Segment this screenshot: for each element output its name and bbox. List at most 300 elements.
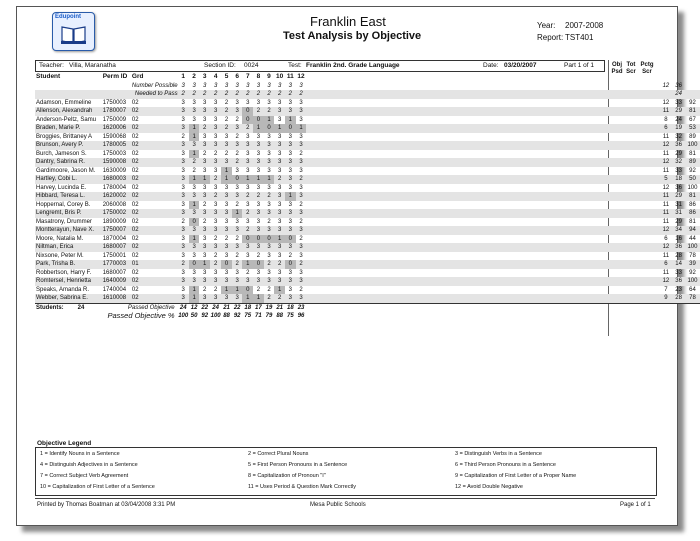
needed-to-pass-value: 2 [199,90,210,99]
objective-score: 3 [178,192,189,201]
student-name: Broggies, Brittaney A [36,133,93,140]
objective-score: 2 [242,124,253,133]
objective-header: 9 [267,73,271,81]
legend-item: 10 = Capitalization of First Letter of a Sentence [40,484,155,490]
student-name: Park, Trisha B. [35,260,102,269]
objective-score: 2 [246,269,250,276]
objective-score: 3 [203,269,207,276]
obj-passed: 11 [662,252,670,259]
objective-score: 3 [235,269,239,276]
pct-score: 86 [689,201,696,208]
student-row [35,167,700,176]
objective-score: 3 [274,158,285,167]
student-row [35,192,700,201]
student-name: Speaks, Amanda R. [36,286,90,293]
printed-by: Printed by Thomas Boatman at 03/04/2008 3:31 PM [37,502,176,508]
legend-item: 2 = Correct Plural Nouns [248,451,309,457]
objective-header: 2 [192,73,196,81]
objective-score: 3 [224,201,229,208]
student-name: Brunson, Avery P. [35,141,102,150]
obj-passed: 11 [660,107,673,116]
obj-psd-header: Obj Psd [611,62,623,75]
test-label: Test: [288,62,302,69]
objective-score: 3 [199,192,210,201]
objective-score: 2 [299,150,303,157]
perm-id: 1750002 [102,209,131,218]
student-row [35,99,700,108]
total-score: 16 [675,235,682,242]
objective-score: 3 [264,141,275,150]
objective-score: 2 [242,192,253,201]
objective-score: 3 [192,116,196,123]
pct-score: 100 [685,243,700,252]
student-row [35,218,700,227]
objective-score: 0 [232,175,243,184]
students-label [35,303,102,312]
perm-id: 1780004 [102,184,127,191]
empty [660,312,673,321]
obj-passed: 11 [662,133,670,140]
needed-to-pass-value: 2 [242,90,253,99]
perm-id-header: Perm ID [102,73,128,81]
passed-count: 21 [276,304,283,311]
objective-score: 3 [232,294,243,303]
spacer [306,294,659,303]
total-score: 29 [675,150,682,157]
spacer [306,99,659,108]
objective-score: 3 [246,150,250,157]
objective-score: 3 [296,141,307,150]
objective-score: 3 [203,167,207,174]
pct-score: 92 [689,167,696,174]
passed-count: 21 [223,304,230,311]
objective-score: 3 [213,201,218,208]
objective-score: 3 [189,141,200,150]
objective-score: 1 [285,116,296,125]
number-possible-value: 3 [246,82,250,89]
objective-score: 1 [189,150,200,159]
perm-id: 1620006 [102,124,131,133]
edupoint-logo [52,12,95,51]
student-header: Student [36,73,61,81]
student-name: Niltman, Erica [35,243,102,252]
passed-pct: 92 [233,313,241,320]
number-possible-tot: 36 [675,82,682,89]
perm-id: 1770003 [102,260,131,269]
objective-score: 1 [221,175,232,184]
objective-score: 3 [178,107,189,116]
passed-objective-pct-row [35,312,700,321]
objective-score: 2 [296,175,307,184]
grade: 02 [131,192,178,201]
legend-item: 11 = Uses Period & Question Mark Correctly [248,484,356,490]
student-row [35,252,700,261]
total-score: 29 [672,107,685,116]
needed-to-pass-value: 2 [274,90,285,99]
objective-score: 3 [224,252,229,259]
grade: 02 [131,201,139,208]
empty [660,73,673,82]
objective-score: 3 [246,167,250,174]
obj-passed: 6 [660,260,673,269]
objective-score: 3 [253,209,264,218]
number-possible-value: 3 [235,82,239,89]
perm-id: 2060008 [102,201,127,208]
objective-score: 3 [296,192,307,201]
objective-score: 2 [274,294,285,303]
objective-score: 2 [181,133,185,140]
objective-score: 3 [267,133,271,140]
student-name: Dantry, Sabrina R. [35,158,102,167]
pct-score: 89 [685,158,700,167]
number-possible-value: 3 [213,82,218,89]
pct-score: 53 [685,124,700,133]
objective-score: 3 [246,99,250,106]
objective-score: 1 [253,124,264,133]
objective-score: 3 [264,209,275,218]
pct-score: 92 [689,269,696,276]
objective-score: 0 [221,260,232,269]
objective-score: 3 [285,175,296,184]
objective-score: 0 [253,116,264,125]
objective-score: 3 [299,116,303,123]
obj-passed: 11 [660,209,673,218]
objective-score: 3 [264,226,275,235]
total-score: 33 [675,167,682,174]
objective-score: 3 [213,184,218,191]
objective-score: 1 [242,175,253,184]
part-value: Part 1 of 1 [564,62,594,69]
spacer [306,235,659,244]
objective-score: 3 [277,133,282,140]
objective-score: 3 [296,277,307,286]
empty [672,73,685,82]
obj-passed: 6 [660,124,673,133]
grade-header: Grd [131,73,144,81]
passed-pct: 75 [287,313,294,320]
objective-score: 3 [299,133,303,140]
perm-id: 1740004 [102,286,127,293]
objective-score: 3 [277,252,282,259]
objective-score: 3 [189,192,200,201]
student-row [35,133,700,142]
grade: 02 [131,269,139,276]
needed-to-pass-value: 2 [264,90,275,99]
perm-id: 1590008 [102,158,131,167]
objective-score: 3 [288,167,293,174]
student-row [35,124,700,133]
pct-score: 94 [685,226,700,235]
objective-score: 2 [224,116,229,123]
objective-score: 3 [246,133,250,140]
objective-score: 2 [296,260,307,269]
objective-score: 3 [232,124,243,133]
grade: 01 [131,260,178,269]
objective-score: 2 [210,192,221,201]
objective-score: 3 [264,243,275,252]
objective-score: 2 [224,235,229,242]
objective-score: 2 [213,235,218,242]
student-row [35,116,700,125]
student-name: Hartley, Cobi L. [35,175,102,184]
student-name: Gardimoore, Jason M. [36,167,96,174]
student-name: Hoppernal, Corey B. [36,201,91,208]
objective-score: 3 [178,141,189,150]
obj-passed: 12 [660,226,673,235]
objective-score: 3 [181,269,185,276]
student-name: Hibbard, Teresa L. [35,192,102,201]
passed-pct: 88 [223,313,230,320]
objective-score: 3 [189,277,200,286]
objective-score: 3 [203,252,207,259]
passed-count: 19 [265,304,273,311]
page-number: Page 1 of 1 [620,502,651,508]
total-score: 29 [672,192,685,201]
objective-score: 3 [213,269,218,276]
objective-score: 0 [285,124,296,133]
objective-score: 3 [178,277,189,286]
objective-score: 3 [203,184,207,191]
grade: 02 [131,226,178,235]
objective-score: 3 [232,243,243,252]
objective-score: 1 [232,286,243,295]
total-score: 14 [672,260,685,269]
objective-score: 3 [199,141,210,150]
objective-score: 3 [213,218,218,225]
student-row [35,260,700,269]
objective-score: 3 [285,226,296,235]
number-possible-value: 3 [224,82,229,89]
total-score: 36 [672,243,685,252]
objective-score: 3 [232,107,243,116]
objective-score: 2 [256,286,261,293]
spacer [306,218,659,227]
objective-score: 3 [299,252,303,259]
number-possible-value: 3 [181,82,185,89]
perm-id: 1630009 [102,167,127,174]
pct-score: 78 [685,294,700,303]
student-name: Allenson, Alexandrah [35,107,102,116]
objective-score: 3 [189,209,200,218]
objective-score: 3 [267,252,271,259]
legend-item: 3 = Distinguish Verbs in a Sentence [455,451,542,457]
objective-score: 3 [242,243,253,252]
objective-score: 1 [274,286,285,295]
empty [685,90,700,99]
objective-score: 3 [189,226,200,235]
legend-item: 8 = Capitalization of Pronoun "I" [248,473,326,479]
spacer [306,312,659,321]
objective-score: 3 [213,167,218,174]
passed-count: 22 [233,304,241,311]
objective-score: 2 [221,107,232,116]
objective-score: 3 [224,184,229,191]
objective-score: 2 [274,260,285,269]
objective-score: 2 [264,294,275,303]
pct-score: 50 [685,175,700,184]
legend-item: 4 = Distinguish Adjectives in a Sentence [40,462,138,468]
number-possible-value: 3 [288,82,293,89]
objective-score: 3 [199,158,210,167]
objective-score: 3 [256,269,261,276]
objective-score: 3 [221,226,232,235]
student-row [35,141,700,150]
objective-score: 3 [274,141,285,150]
objective-score: 1 [274,235,285,244]
objective-score: 2 [256,252,261,259]
book-icon [60,23,87,45]
objective-score: 3 [181,167,185,174]
objective-score: 0 [264,124,275,133]
empty [35,90,102,99]
empty [35,312,102,321]
objective-score: 1 [264,116,275,125]
objective-score: 0 [285,260,296,269]
objective-score: 3 [274,226,285,235]
objective-score: 3 [246,201,250,208]
spacer [306,107,659,116]
objective-score: 3 [210,243,221,252]
grade: 02 [131,133,139,140]
objective-score: 2 [267,286,271,293]
objective-score: 2 [253,107,264,116]
students-count-label: Students: [36,304,64,311]
needed-to-pass-tot: 24 [672,90,685,99]
objective-score: 3 [181,235,185,242]
objective-score: 3 [256,167,261,174]
objective-score: 3 [267,201,271,208]
passed-count: 24 [179,304,187,311]
objective-score: 3 [189,107,200,116]
objective-score: 3 [192,269,196,276]
obj-passed: 11 [662,167,670,174]
objective-score: 3 [246,252,250,259]
objective-score: 3 [203,116,207,123]
objective-header: 1 [181,73,186,81]
year-label: Year: [537,21,556,30]
objective-score: 3 [199,294,210,303]
objective-score: 3 [274,243,285,252]
total-score: 29 [675,218,682,225]
passed-count: 17 [255,304,262,311]
objective-score: 3 [253,141,264,150]
teacher-name: Villa, Maranatha [69,62,116,69]
spacer [306,158,659,167]
objective-score: 2 [299,218,303,225]
objective-score: 3 [203,133,207,140]
objective-score: 2 [267,218,271,225]
objective-score: 2 [203,150,207,157]
total-score: 24 [675,116,682,123]
objective-score: 3 [299,184,303,191]
objective-score: 3 [213,99,218,106]
number-possible-value: 3 [299,82,303,89]
objective-score: 3 [277,150,282,157]
pct-score: 100 [685,277,700,286]
spacer [306,192,659,201]
objective-header: 12 [297,73,305,81]
pct-score: 44 [689,235,696,242]
obj-passed: 11 [662,218,670,225]
perm-id: 1890009 [102,218,127,225]
objective-score: 0 [242,116,253,125]
student-name: Webber, Sabrina E. [35,294,102,303]
objective-header: 7 [245,73,250,81]
obj-passed: 11 [662,150,670,157]
passed-pct: 50 [190,313,198,320]
objective-score: 3 [178,124,189,133]
objective-score: 3 [199,243,210,252]
student-name: Harvey, Lucinda E. [36,184,87,191]
objective-score: 3 [277,201,282,208]
pct-score: 81 [685,107,700,116]
total-score: 28 [675,252,682,259]
objective-score: 2 [224,150,229,157]
objective-score: 2 [235,235,239,242]
spacer [306,184,659,193]
student-name: Burch, Jameson S. [36,150,87,157]
empty [685,73,700,82]
objective-score: 3 [235,218,239,225]
objective-score: 0 [242,235,253,244]
objective-score: 3 [253,158,264,167]
needed-to-pass-value: 2 [210,90,221,99]
date-value: 03/20/2007 [504,62,537,69]
objective-score: 2 [213,252,218,259]
objective-score: 2 [181,218,185,225]
objective-score: 2 [235,133,239,140]
obj-passed: 12 [662,184,670,191]
legend-item: 5 = First Person Pronouns in a Sentence [248,462,348,468]
spacer [306,116,659,125]
passed-pct: 92 [201,313,209,320]
objective-score: 1 [296,124,307,133]
number-possible-label: Number Possible [131,82,178,89]
objective-score: 2 [224,99,229,106]
objective-score: 3 [203,235,207,242]
number-possible-value: 3 [277,82,282,89]
student-row [35,226,700,235]
spacer [306,141,659,150]
objective-score: 3 [221,192,232,201]
objective-score: 0 [189,260,200,269]
obj-passed: 12 [660,277,673,286]
spacer [306,277,659,286]
pct-score: 81 [685,192,700,201]
total-score: 36 [675,184,682,191]
empty [35,82,102,91]
objective-score: 2 [221,124,232,133]
objective-score: 2 [235,150,239,157]
objective-score: 3 [235,184,239,191]
number-possible-value: 3 [267,82,271,89]
test-value: Franklin 2nd. Grade Language [306,62,400,69]
objective-score: 3 [274,192,285,201]
objective-score: 2 [203,201,207,208]
objective-score: 3 [213,116,218,123]
objective-score: 1 [242,260,253,269]
objective-score: 3 [199,226,210,235]
tot-scr-header: Tot Scr [626,62,636,75]
objective-score: 3 [224,133,229,140]
objective-score: 3 [232,277,243,286]
objective-score: 2 [235,116,239,123]
objective-score: 1 [232,209,243,218]
total-score: 33 [675,269,682,276]
number-possible-value: 3 [256,82,261,89]
objective-score: 0 [242,107,253,116]
needed-to-pass-value: 2 [221,90,232,99]
